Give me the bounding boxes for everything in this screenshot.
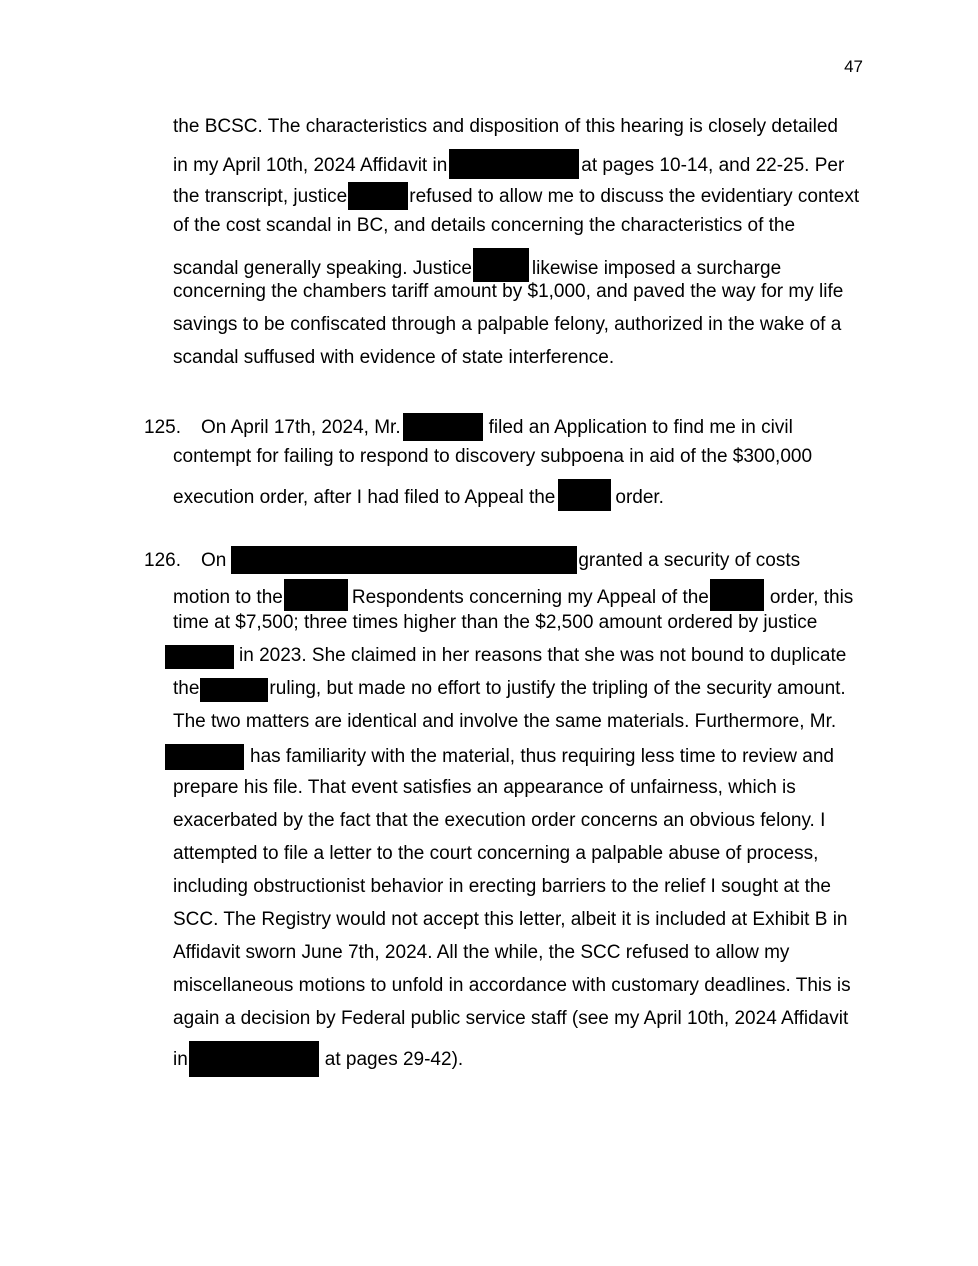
text-line: time at $7,500; three times higher than the $2,500 amount ordered by justice xyxy=(173,612,818,633)
redaction-box xyxy=(558,479,611,511)
text-line: has familiarity with the material, thus requiring less time to review and xyxy=(165,744,834,770)
text-line: SCC. The Registry would not accept this letter, albeit it is included at Exhibit B in xyxy=(173,909,848,930)
text-line: 126. On granted a security of costs xyxy=(144,546,800,574)
text-line: exacerbated by the fact that the execution order concerns an obvious felony. I xyxy=(173,810,826,831)
text-line: the ruling, but made no effort to justify the tripling of the security amount. xyxy=(173,678,846,702)
text-line: The two matters are identical and involve the same materials. Furthermore, Mr. xyxy=(173,711,837,732)
redaction-box xyxy=(189,1041,319,1077)
text-line: in 2023. She claimed in her reasons that she was not bound to duplicate xyxy=(165,645,846,669)
redaction-box xyxy=(710,579,764,611)
redaction-box xyxy=(284,579,348,611)
text-line: the transcript, justice refused to allow me to discuss the evidentiary context xyxy=(173,182,859,210)
text-line: scandal generally speaking. Justice likewise imposed a surcharge xyxy=(173,248,781,282)
paragraph-number: 126. xyxy=(144,550,181,571)
text-line: again a decision by Federal public service staff (see my April 10th, 2024 Affidavit xyxy=(173,1008,849,1029)
text-line: of the cost scandal in BC, and details concerning the characteristics of the xyxy=(173,215,796,236)
redaction-box xyxy=(200,678,268,702)
text-line: contempt for failing to respond to discovery subpoena in aid of the $300,000 xyxy=(173,446,813,467)
text-line: 125. On April 17th, 2024, Mr. filed an Application to find me in civil xyxy=(144,413,793,441)
text-line: in my April 10th, 2024 Affidavit in at pages 10-14, and 22-25. Per xyxy=(173,149,844,179)
text-line: attempted to file a letter to the court concerning a palpable abuse of process, xyxy=(173,843,819,864)
text-line: savings to be confiscated through a palpable felony, authorized in the wake of a xyxy=(173,314,842,335)
text-line: prepare his file. That event satisfies an appearance of unfairness, which is xyxy=(173,777,796,798)
redaction-box xyxy=(165,744,244,770)
text-line: concerning the chambers tariff amount by $1,000, and paved the way for my life xyxy=(173,281,844,302)
paragraph-number: 125. xyxy=(144,417,181,438)
text-line: execution order, after I had filed to Appeal the order. xyxy=(173,479,664,511)
redaction-box xyxy=(165,645,234,669)
redaction-box xyxy=(348,182,408,210)
text-line: the BCSC. The characteristics and disposition of this hearing is closely detailed xyxy=(173,116,838,137)
redaction-box xyxy=(449,149,579,179)
text-line: miscellaneous motions to unfold in accordance with customary deadlines. This is xyxy=(173,975,851,996)
page-number: 47 xyxy=(844,57,863,76)
text-line: motion to the Respondents concerning my Appeal of the order, this xyxy=(173,579,853,611)
redaction-box xyxy=(403,413,483,441)
text-line: including obstructionist behavior in erecting barriers to the relief I sought at the xyxy=(173,876,831,897)
redaction-box xyxy=(473,248,529,282)
redaction-box xyxy=(231,546,577,574)
text-line: in at pages 29-42). xyxy=(173,1041,463,1077)
text-line: scandal suffused with evidence of state interference. xyxy=(173,347,615,368)
text-line: Affidavit sworn June 7th, 2024. All the while, the SCC refused to allow my xyxy=(173,942,790,963)
